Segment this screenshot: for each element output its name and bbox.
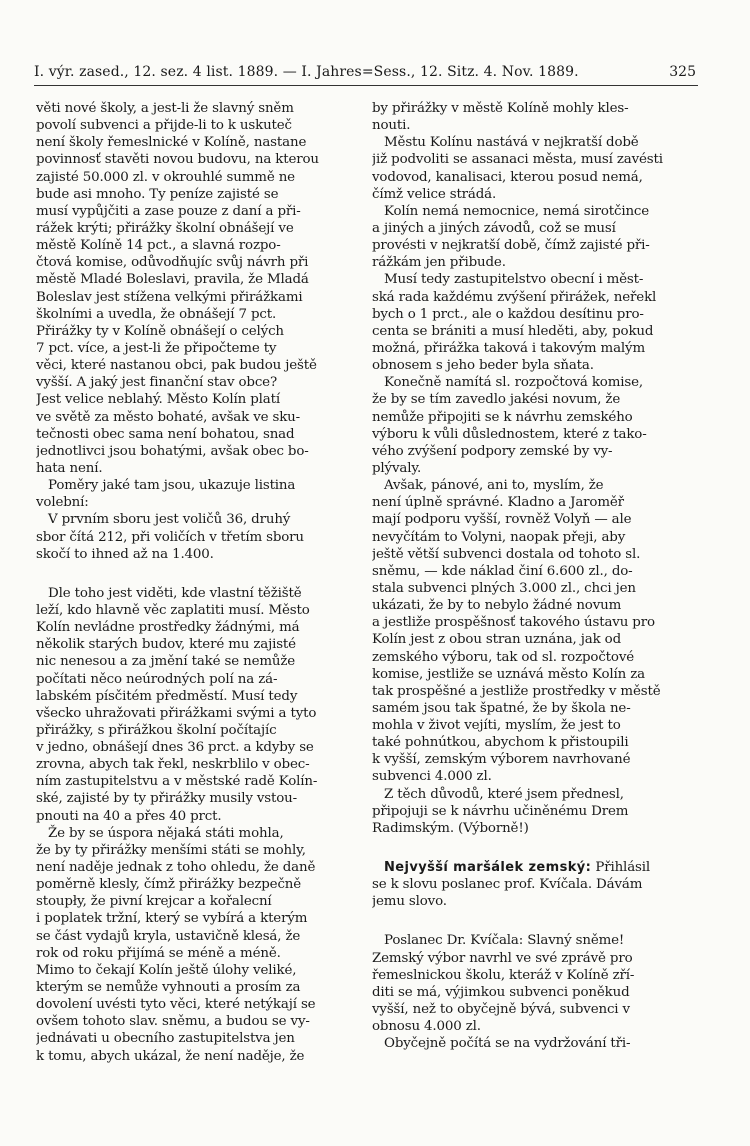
text-line: sněmu, — kde náklad činí 6.600 zl., do- [372,563,633,579]
text-line: a jestliže prospěšnosť takového ústavu pro [372,615,655,631]
text-line: labském písčitém předměstí. Musí tedy [36,688,298,704]
paragraph-start: Dle toho jest viděti, kde vlastní těžiště [48,585,302,601]
paragraph-start: Z těch důvodů, které jsem přednesl, [384,786,624,802]
text-line: městě Kolíně 14 pct., a slavná rozpo- [36,238,281,254]
text-line: že by ty přirážky menšími státi se mohly, [36,842,306,858]
text-line: obnosem s jeho beder byla sňata. [372,358,594,374]
text-line: školními a uvedla, že obnášejí 7 pct. [36,306,277,322]
text-line: přirážky, s přirážkou školní počítajíc [36,722,277,738]
text-line: subvenci 4.000 zl. [372,769,492,785]
text-line: samém jsou tak špatné, že by škola ne- [372,700,631,716]
speaker-line [372,859,702,876]
paragraph-start: V prvním sboru jest voličů 36, druhý [48,512,291,528]
text-line: že by se tím zavedlo jakési novum, že [372,392,621,408]
paragraph-start: Obyčejně počítá se na vydržování tři- [384,1036,631,1052]
text-line: komise, jestliže se uznává město Kolín za [372,666,645,682]
text-line: dovolení uvésti tyto věci, které netýkají se [36,997,316,1013]
text-line: sbor čítá 212, při voličích v třetím sboru [36,529,304,545]
text-line: nevyčítám to Volyni, naopak přeji, aby [372,529,626,545]
text-line: provésti v nejkratší době, čímž zajisté při- [372,238,650,254]
text-line: stala subvenci plných 3.000 zl., chci jen [372,580,636,596]
header-rule [34,85,698,86]
speaker-text: Přihlásil [591,860,651,876]
text-line: nemůže připojiti se k návrhu zemského [372,409,633,425]
text-line: stoupły, že pivní krejcar a kořalecní [36,894,272,910]
text-line: ještě větší subvenci dostala od tohoto sl. [372,546,641,562]
text-line: poměrně klesly, čímž přirážky bezpečně [36,877,302,893]
text-line: ním zastupitelstvu a v městské radě Kolín- [36,774,318,790]
left-column [36,100,364,1065]
text-line: pnouti na 40 a přes 40 prct. [36,808,222,824]
text-line: věti nové školy, a jest-li že slavný sněm [36,101,294,116]
text-line: kterým se nemůže vyhnouti a prosím za [36,980,301,996]
text-line: hata není. [36,460,103,476]
paragraph-start: Musí tedy zastupitelstvo obecní i měst- [384,272,644,288]
text-line: povolí subvenci a přijde-li to k uskuteč [36,118,292,134]
paragraph-gap [372,910,702,932]
text-line: mají podporu vyšší, rovněž Volyň — ale [372,512,632,528]
text-line: není školy řemeslnické v Kolíně, nastane [36,135,307,151]
text-line: se část vydajů kryla, ustavičně klesá, že [36,928,301,944]
speaker-text: Slavný sněme! [523,933,625,949]
paragraph-start: Poměry jaké tam jsou, ukazuje listina [48,478,296,494]
text-line: ská rada každému zvýšení přirážek, neřekl [372,289,657,305]
text-line: městě Mladé Boleslavi, pravila, že Mladá [36,272,309,288]
text-line: volební: [36,495,89,511]
text-line: čímž velice strádá. [372,186,497,202]
text-line: několik starých budov, které mu zajisté [36,637,296,653]
speaker-name: Nejvyšší maršálek zemský: [384,860,592,876]
text-line: zrovna, abych tak řekl, neskrblilo v obec- [36,757,310,773]
text-line: ve světě za město bohaté, avšak ve sku- [36,409,301,425]
text-line: se k slovu poslanec prof. Kvíčala. Dávám [372,877,643,893]
text-line: jemu slovo. [372,894,447,910]
text-line: plývaly. [372,460,422,476]
text-line: a jiných a jiných závodů, což se musí [372,220,616,236]
text-line: povinnosť stavěti novou budovu, na kterou [36,152,319,168]
text-line: mohla v život vejíti, myslím, že jest to [372,718,621,734]
speaker-line [372,932,702,949]
text-line: ukázati, že by to nebylo žádné novum [372,598,622,614]
text-line: nic nenesou a za jmění také se nemůže [36,654,296,670]
paragraph-start: Konečně namítá sl. rozpočtová komise, [384,375,643,391]
text-line: Radimským. (Výborně!) [372,820,529,836]
text-line: Zemský výbor navrhl ve své zprávě pro [372,950,633,966]
paragraph-gap [372,837,702,859]
text-line: řemeslnickou školu, kteráž v Kolíně zří- [372,967,635,983]
text-line: diti se má, výjimkou subvenci poněkud [372,984,630,1000]
text-line: Jest velice neblahý. Město Kolín platí [36,392,281,408]
running-header [34,62,714,82]
text-line: obnosu 4.000 zl. [372,1019,481,1035]
text-line: vyšší, než to obyčejně bývá, subvenci v [372,1002,630,1018]
speaker-name: Poslanec Dr. Kvíčala: [384,933,524,949]
text-line: rážkám jen přibude. [372,255,506,271]
text-line: v jedno, obnášejí dnes 36 prct. a kdyby se [36,740,314,756]
paragraph-gap [36,563,364,585]
text-line: ské, zajisté by ty přirážky musily vstou- [36,791,298,807]
text-line: výboru k vůli důslednostem, které z tako- [372,426,647,442]
text-line: ovšem tohoto slav. sněmu, a budou se vy- [36,1014,310,1030]
text-line: vyšší. A jaký jest finanční stav obce? [36,375,277,391]
text-line: možná, přirážka taková i takovým malým [372,340,646,356]
text-line: musí vypůjčiti a zase pouze z daní a při- [36,203,301,219]
text-line: jednávati u obecního zastupitelstva jen [36,1031,295,1047]
paragraph-start: Avšak, pánové, ani to, myslím, že [384,478,604,494]
text-line: tečnosti obec sama není bohatou, snad [36,426,295,442]
text-line: jednotlivci jsou bohatými, avšak obec bo- [36,443,309,459]
text-line: všecko uhražovati přirážkami svými a tyto [36,705,317,721]
text-line: by přirážky v městě Kolíně mohly kles- [372,101,629,116]
text-line: Kolín jest z obou stran uznána, jak od [372,632,621,648]
text-line: zemského výboru, tak od sl. rozpočtové [372,649,635,665]
text-line: již podvoliti se assanaci města, musí zavésti [372,152,663,168]
text-line: centa se brániti a musí hleděti, aby, pokud [372,323,654,339]
text-line: vého zvýšení podpory zemské by vy- [372,443,613,459]
text-line: vodovod, kanalisaci, kterou posud nemá, [372,169,643,185]
text-line: rok od roku přijímá se méně a méně. [36,945,281,961]
text-line: leží, kdo hlavně věc zaplatiti musí. Město [36,602,310,618]
text-line: Boleslav jest stížena velkými přirážkami [36,289,303,305]
text-line: i poplatek tržní, který se vybírá a kterým [36,911,308,927]
text-line: k tomu, abych ukázal, že není naděje, že [36,1048,305,1064]
page-number: 325 [669,64,696,80]
text-line: Kolín nevládne prostředky žádnými, má [36,620,300,636]
text-line: bude asi mnoho. Ty peníze zajisté se [36,186,279,202]
paragraph-start: Kolín nemá nemocnice, nemá sirotčince [384,203,650,219]
text-line: Přirážky ty v Kolíně obnášejí o celých [36,323,284,339]
text-line: 7 pct. více, a jest-li že připočteme ty [36,340,277,356]
text-line: rážek krýti; přirážky školní obnášejí ve [36,220,294,236]
text-line: skočí to ihned až na 1.400. [36,546,214,562]
text-line: věci, které nastanou obci, pak budou ještě [36,358,317,374]
text-line: čtová komise, odůvodňujíc svůj návrh při [36,255,309,271]
text-line: není úplně správné. Kladno a Jaroměř [372,495,624,511]
text-line: bych o 1 prct., ale o každou desítinu pro- [372,306,644,322]
text-line: Mimo to čekají Kolín ještě úlohy veliké, [36,962,297,978]
text-line: nouti. [372,118,411,134]
paragraph-start: Městu Kolínu nastává v nejkratší době [384,135,639,151]
text-line: není naděje jednak z toho ohledu, že daně [36,860,316,876]
text-line: k vyšší, zemským výborem navrhované [372,752,631,768]
text-line: počítati něco neúrodných polí na zá- [36,671,278,687]
paragraph-start: Že by se úspora nějaká státi mohla, [48,825,284,841]
text-line: také pohnútkou, abychom k přistoupili [372,735,629,751]
text-line: tak prospěšné a jestliže prostředky v městě [372,683,661,699]
text-line: zajisté 50.000 zl. v okrouhlé summě ne [36,169,295,185]
right-column [372,100,702,1052]
text-line: připojuji se k návrhu učiněnému Drem [372,803,629,819]
running-head-text: I. výr. zased., 12. sez. 4 list. 1889. — I. Jahres=Sess., 12. Sitz. 4. Nov. 1889. [34,64,579,80]
